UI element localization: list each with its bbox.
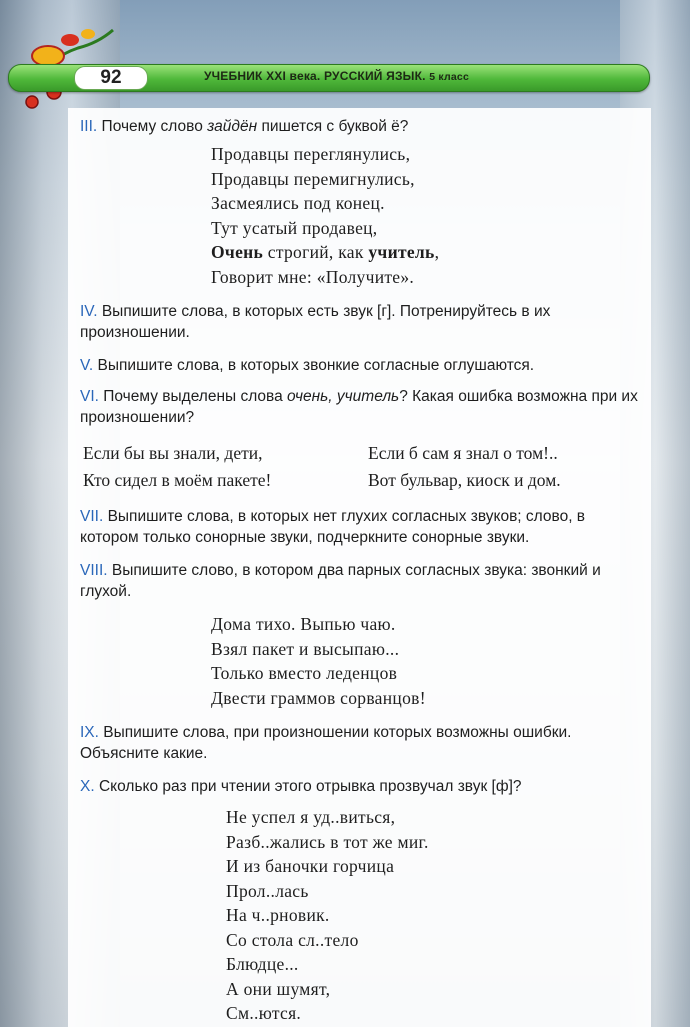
task-8 (80, 560, 640, 602)
task-4 (80, 301, 640, 343)
task-number: VIII. (80, 562, 108, 579)
poem-line: Вот бульвар, киоск и дом. (368, 470, 561, 490)
task-number: VI. (80, 388, 99, 405)
task-number: III. (80, 118, 98, 135)
task-text: Выпишите слова, в которых есть звук [г]. Потренируйтесь в их произношении. (80, 303, 551, 341)
task-6 (80, 386, 640, 428)
task-text: Выпишите слова, в которых звонкие согласные оглушаются. (97, 357, 535, 374)
task-number: V. (80, 357, 94, 374)
page-content (80, 116, 640, 1026)
task-text: Почему слово (101, 118, 208, 135)
poem-text: , (434, 242, 440, 262)
task-number: IX. (80, 724, 99, 741)
poem-line: И из баночки горчица (226, 856, 395, 876)
poem-line: См..ются. (226, 1003, 302, 1023)
task-text: Почему выделены слова (103, 388, 288, 405)
poem-line: А они шумят, (226, 978, 331, 999)
poem-1 (211, 142, 640, 289)
poem-line: Продавцы перемигнулись, (211, 168, 415, 189)
page-number: 92 (74, 66, 148, 90)
task-text: Выпишите слова, при произношении которых возможны ошибки. Объясните какие. (80, 724, 572, 762)
poem-line: Кто сидел в моём пакете! (83, 470, 272, 490)
poem-line: Тут усатый продавец, (211, 217, 378, 238)
poem-2-left-column (83, 440, 368, 494)
bold-word: Очень (211, 242, 264, 262)
header-title (204, 69, 469, 83)
poem-line: Со стола сл..тело (226, 929, 359, 950)
task-text: ? Какая ошибка возможна при их произношении? (80, 388, 638, 426)
poem-line: Если бы вы знали, дети, (83, 443, 263, 463)
task-number: VII. (80, 508, 104, 525)
poem-line: Не успел я уд..виться, (226, 807, 396, 827)
task-3 (80, 116, 640, 137)
task-text: Выпишите слова, в которых нет глухих согласных звуков; слово, в котором только сонорные звуки, подчеркните сонорные звуки. (80, 508, 586, 546)
poem-line: Взял пакет и высыпаю... (211, 638, 400, 659)
poem-4 (226, 805, 640, 1026)
task-9 (80, 722, 640, 764)
poem-line: Засмеялись под конец. (211, 193, 385, 213)
poem-line: Прол..лась (226, 880, 309, 901)
task-number: X. (80, 778, 95, 795)
task-5 (80, 355, 640, 376)
poem-line: Только вместо леденцов (211, 663, 398, 683)
task-text: Выпишите слово, в котором два парных согласных звука: звонкий и глухой. (80, 562, 601, 600)
poem-2 (83, 440, 640, 494)
task-italic-word: зайдён (207, 118, 258, 135)
header-title-main: УЧЕБНИК XXI века. РУССКИЙ ЯЗЫК. (204, 69, 426, 83)
poem-line: Блюдце... (226, 954, 299, 974)
poem-line: Дома тихо. Выпью чаю. (211, 614, 396, 634)
poem-line: Двести граммов сорванцов! (211, 687, 426, 708)
task-text: Сколько раз при чтении этого отрывка прозвучал звук [ф]? (98, 778, 522, 795)
task-text: пишется с буквой ё? (257, 118, 409, 135)
task-number: IV. (80, 303, 98, 320)
poem-2-right-column (368, 440, 561, 494)
task-italic-word: очень, учитель (287, 388, 400, 405)
poem-line-emphasis (211, 240, 640, 265)
poem-line: Продавцы переглянулись, (211, 144, 411, 164)
poem-line: Разб..жались в тот же миг. (226, 831, 429, 852)
poem-text: строгий, как (263, 242, 369, 262)
poem-line: Если б сам я знал о том!.. (368, 443, 558, 463)
poem-3 (211, 612, 640, 710)
task-7 (80, 506, 640, 548)
bold-word: учитель (368, 242, 435, 262)
task-10 (80, 776, 640, 797)
poem-line: Говорит мне: «Получите». (211, 266, 415, 287)
header-title-sub: 5 класс (429, 71, 469, 83)
poem-line: На ч..рновик. (226, 905, 330, 925)
